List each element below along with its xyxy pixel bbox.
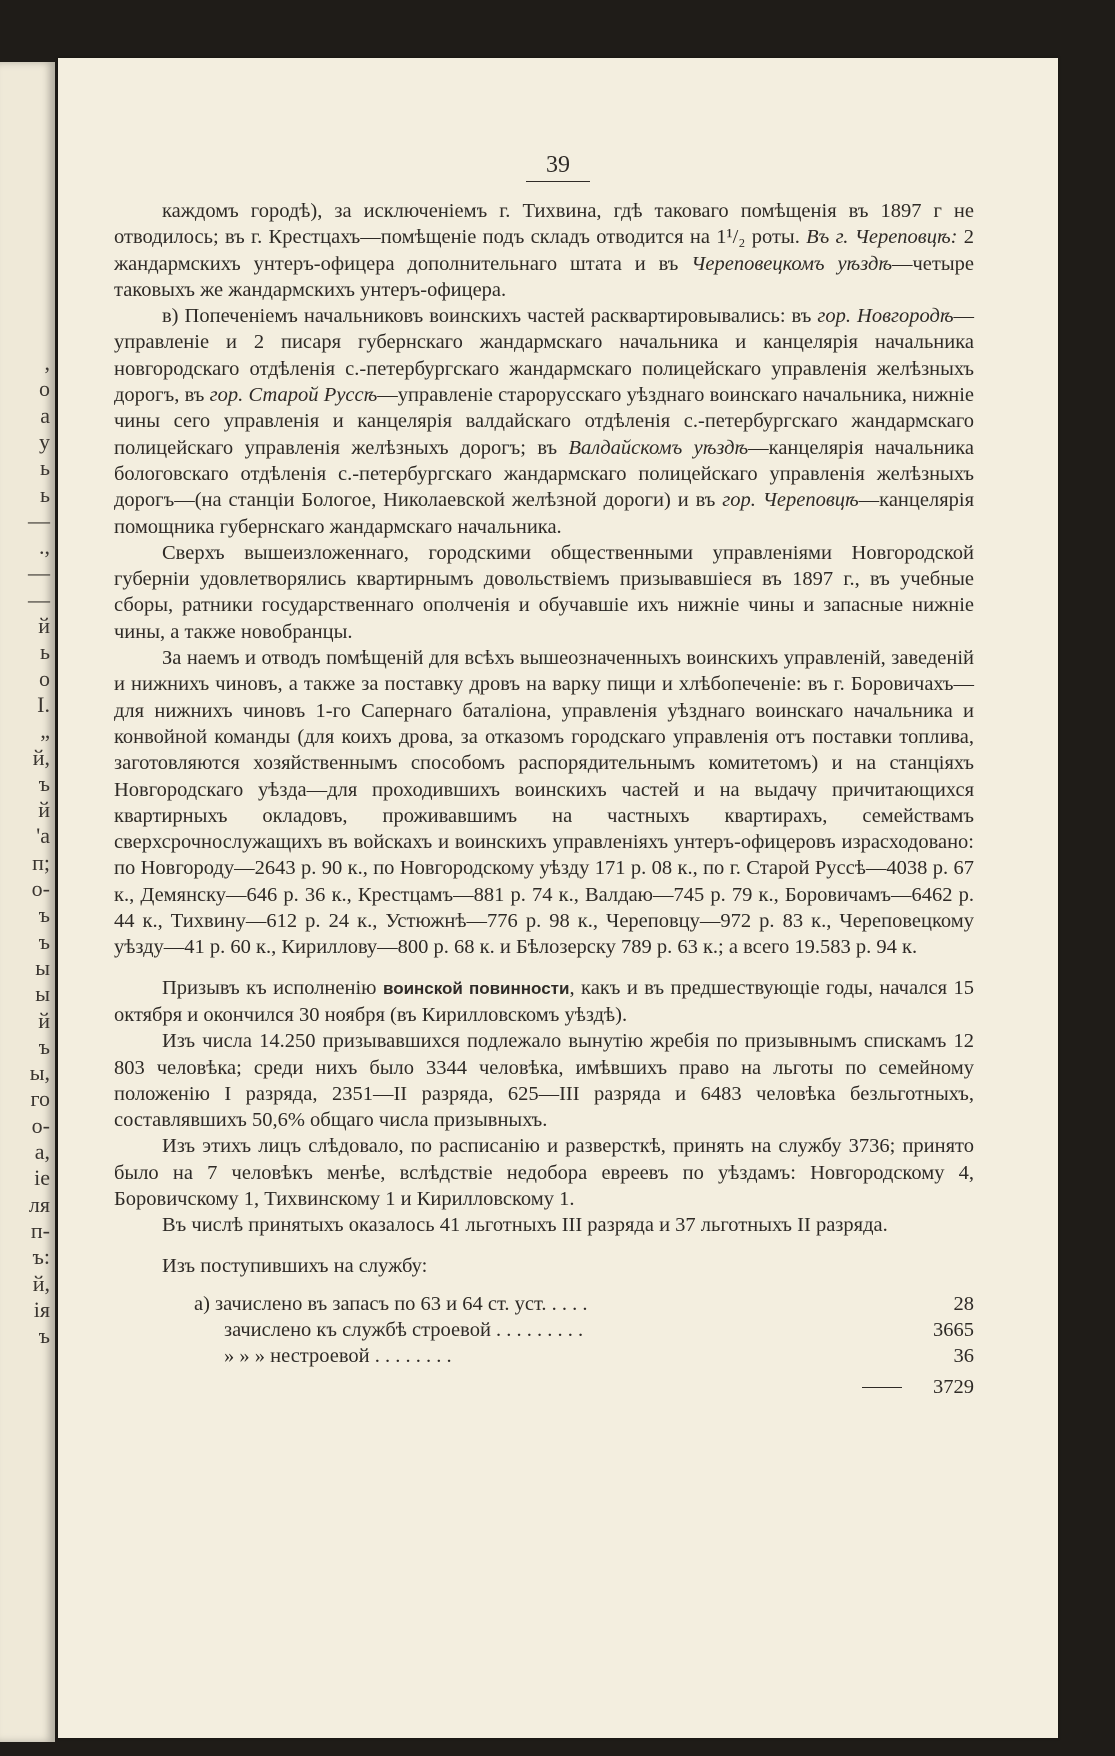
italic-text: Череповецкомъ уѣздѣ (691, 252, 892, 275)
left-margin-fragment: й (38, 1007, 50, 1033)
paragraph (114, 540, 974, 645)
paragraph (114, 198, 974, 303)
bold-text: воинской повинности (382, 978, 570, 998)
list-item (114, 1343, 974, 1369)
left-margin-fragment: I. (37, 691, 50, 717)
list-item (114, 1317, 974, 1343)
left-margin-fragment: о- (31, 1112, 50, 1138)
left-margin-fragment: ля (28, 1191, 50, 1217)
left-margin-fragment: ь (39, 455, 50, 481)
left-margin-fragment: iя (33, 1296, 50, 1322)
left-margin-fragment: iе (34, 1165, 50, 1191)
left-margin-fragment: ы (35, 981, 50, 1007)
text-run: —канцелярія помощника губернскаго жандармскаго начальника. (114, 489, 974, 538)
left-margin-fragment: ъ (38, 928, 50, 954)
left-margin-fragment: ., (39, 534, 50, 560)
left-margin-fragment: п; (32, 849, 50, 875)
left-margin-fragment: o (39, 376, 50, 402)
paragraph (114, 1212, 974, 1238)
list-item-label: а) зачислено въ запасъ по 63 и 64 ст. уст. . . . . (194, 1292, 588, 1315)
left-margin-fragment: ъ (38, 770, 50, 796)
body-text (114, 198, 974, 1400)
italic-text: гор. Новгородѣ (817, 305, 954, 328)
list-item-label: зачислено къ службѣ строевой . . . . . . . . . (224, 1319, 584, 1342)
text-run: —канцелярія начальника бологовскаго отдѣленія с.-петербургскаго жандармскаго полицейскаго управленія желѣзныхъ дорогъ—(на станціи Бологое, Николаевской желѣзной дороги) и въ (114, 436, 975, 512)
left-margin-fragment: о (39, 665, 50, 691)
list-item-value: 28 (953, 1292, 974, 1315)
left-margin-fragment: п- (30, 1217, 50, 1243)
text-run: —четыре таковыхъ же жандармскихъ унтеръ-офицера. (114, 252, 974, 301)
paragraph (114, 303, 974, 540)
page-number: 39 (58, 152, 1058, 182)
left-margin-fragment: ъ: (32, 1244, 50, 1270)
list-item-value: 36 (953, 1345, 974, 1368)
paragraph (114, 1133, 974, 1212)
text-run: Изъ числа 14.250 призывавшихся подлежало вынутію жребія по призывнымъ спискамъ 12 803 человѣка; среди нихъ было 3344 человѣка, имѣвшихъ право на льготы по семейному положенію I разряда, 2351—II разряда, 625—III разряда и 6483 человѣка безльготныхъ, составлявшихъ 50,6% общаго числа призывныхъ. (114, 1030, 974, 1132)
left-margin-fragment: — (28, 507, 50, 533)
text-run: в) Попеченіемъ начальниковъ воинскихъ частей расквартировывались: въ (162, 305, 818, 328)
left-margin-fragment: о- (31, 876, 50, 901)
text-run: За наемъ и отводъ помѣщеній для всѣхъ вышеозначенныхъ воинскихъ управленій, заведеній и нижнихъ чиновъ, а также за поставку дровъ на варку пищи и хлѣбопеченіе: въ г. Боровичахъ—для нижнихъ чиновъ 1-го Сапернаго баталіона, управленія уѣзднаго воинскаго начальника и конвойной команды (для коихъ дрова, за отказомъ городскаго управленія отъ поставки топлива, заготовляются хозяйственнымъ способомъ распорядительнымъ комитетомъ) и на станціяхъ Новгородскаго уѣзда—для проходившихъ воинскихъ частей и на выдачу причитающихся квартирныхъ окладовъ, проживавшимъ на частныхъ квартирахъ, семействамъ сверхсрочнослужащихъ въ войскахъ и воинскихъ управленіяхъ унтеръ-офицеровъ израсходовано: по Новгороду—2643 р. 90 к., по Новгородскому уѣзду 171 р. 08 к., по г. Старой Руссѣ—4038 р. 67 к., Демянску—646 р. 36 к., Крестцамъ—881 р. 74 к., Валдаю—745 р. 79 к., Боровичамъ—6462 р. 44 к., Тихвину—612 р. 24 к., Устюжнѣ—776 р. 98 к., Череповцу—972 р. 83 к., Череповецкому уѣзду—41 р. 60 к., Кириллову—800 р. 68 к. и Бѣлозерску 789 р. 63 к.; а всего 19.583 р. 94 к. (114, 647, 974, 959)
left-margin-fragment: ъ (38, 1033, 50, 1059)
list-item (114, 1291, 974, 1317)
left-margin-fragment: ы (35, 954, 50, 980)
text-run: Сверхъ вышеизложеннаго, городскими общественными управленіями Новгородской губерніи удовлетворялись квартирнымъ довольствіемъ призывавшіеся въ 1897 г., въ учебные сборы, ратники государственнаго ополченія и обучавшіе ихъ нижніе чины и запасные нижніе чины, а также новобранцы. (114, 541, 974, 643)
paragraph (114, 975, 974, 1029)
text-run: Изъ поступившихъ на службу: (162, 1254, 428, 1277)
text-run: каждомъ городѣ), за исключеніемъ г. Тихвина, гдѣ таковаго помѣщенія въ 1897 г не отводилось; въ г. Крестцахъ—помѣщеніе подъ складъ отводится на 1¹/₂ роты. (114, 200, 974, 249)
left-margin-fragment: a (40, 402, 50, 428)
list-item-value: 3665 (933, 1319, 974, 1342)
text-run: , какъ и въ предшествующіе годы, начался 15 октября и окончился 30 ноября (въ Кирилловскомъ уѣздѣ). (114, 976, 974, 1026)
left-margin-fragment: , (44, 350, 50, 375)
document-page (58, 58, 1058, 1738)
text-run: Изъ этихъ лицъ слѣдовало, по расписанію и разверсткѣ, принять на службу 3736; принято было на 7 человѣкъ менѣе, вслѣдствіе недобора евреевъ по уѣздамъ: Новгородскому 4, Боровичскому 1, Тихвинскому 1 и Кирилловскому 1. (114, 1135, 974, 1210)
left-margin-fragment: ы, (29, 1060, 50, 1086)
left-margin-fragment: а, (34, 1139, 50, 1164)
italic-text: Валдайскомъ уѣздѣ (568, 436, 749, 459)
left-margin-fragment: й (38, 797, 50, 823)
left-page-edge (0, 62, 55, 1742)
left-margin-fragment: ь (39, 639, 50, 665)
paragraph (114, 1028, 974, 1133)
list-item-label: » » » нестроевой . . . . . . . . (224, 1345, 452, 1368)
list-total: 3729 (874, 1374, 974, 1400)
left-margin-fragment: „ (40, 718, 50, 744)
left-margin-fragment: 'a (36, 823, 50, 849)
left-margin-fragment: ь (39, 481, 50, 507)
paragraph (114, 645, 974, 961)
left-margin-fragment: й, (32, 744, 50, 770)
enlistment-list (114, 1291, 974, 1400)
left-margin-fragment: y (39, 428, 50, 454)
text-run: 2 жандармскихъ унтеръ-офицера дополнительнаго штата и въ (114, 226, 974, 275)
italic-text: Въ г. Череповцѣ: (806, 226, 958, 249)
left-margin-fragment: ъ (38, 902, 50, 928)
left-margin-fragment: — (28, 560, 50, 586)
text-run: —управленіе старорусскаго уѣзднаго воинскаго начальника, нижніе чины сего управленія и канцелярія валдайскаго отдѣленія с.-петербургскаго жандармскаго полицейскаго управленія желѣзныхъ дорогъ; въ (114, 384, 975, 459)
left-margin-fragment: й, (32, 1270, 50, 1296)
text-run: Въ числѣ принятыхъ оказалось 41 льготныхъ III разряда и 37 льготныхъ II разряда. (162, 1214, 888, 1237)
italic-text: гор. Череповцѣ (722, 489, 859, 512)
left-margin-fragment: й (38, 613, 50, 638)
text-run: Призывъ къ исполненію (162, 976, 383, 999)
italic-text: гор. Старой Руссѣ (209, 384, 378, 407)
left-margin-fragment: го (30, 1086, 50, 1112)
left-margin-fragment: ъ (38, 1323, 50, 1349)
text-run: —управленіе и 2 писаря губернскаго жандармскаго начальника и канцелярія начальника новгородскаго отдѣленія с.-петербургскаго жандармскаго полицейскаго управленія желѣзныхъ дорогъ, въ (114, 305, 974, 407)
left-margin-fragment: — (28, 586, 50, 612)
paragraph (114, 1253, 974, 1279)
